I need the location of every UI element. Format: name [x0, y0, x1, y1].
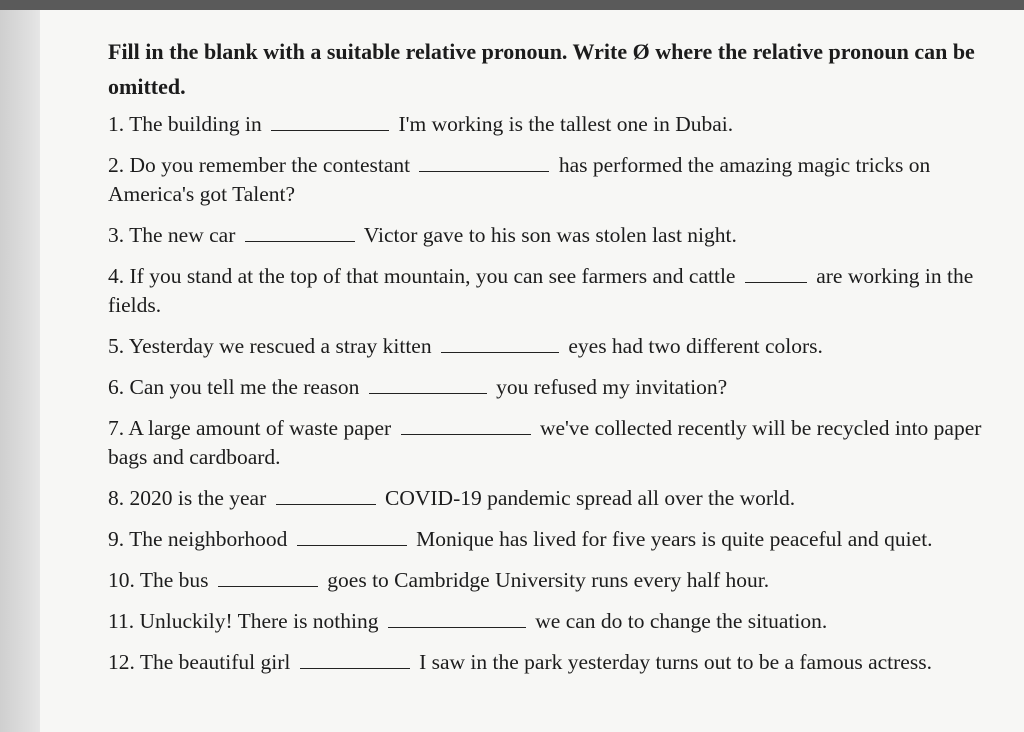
- question-number: 9.: [108, 527, 125, 551]
- question-text-before: Can you tell me the reason: [129, 375, 360, 399]
- answer-blank[interactable]: [745, 264, 807, 283]
- question-number: 11.: [108, 609, 135, 633]
- question-7: [108, 414, 993, 472]
- question-number: 5.: [108, 334, 125, 358]
- question-text-before: Do you remember the contestant: [129, 153, 411, 177]
- question-text-after: goes to Cambridge University runs every half hour.: [327, 568, 770, 592]
- question-4: [108, 262, 993, 320]
- question-number: 4.: [108, 264, 125, 288]
- question-text-before: The bus: [139, 568, 209, 592]
- question-number: 6.: [108, 375, 125, 399]
- worksheet-page: [40, 10, 1024, 732]
- instructions-heading: Fill in the blank with a suitable relative pronoun. Write Ø where the relative pronoun can be omitted.: [108, 39, 975, 99]
- question-text-before: Unluckily! There is nothing: [139, 609, 379, 633]
- question-text-before: A large amount of waste paper: [128, 416, 392, 440]
- answer-blank[interactable]: [441, 334, 559, 353]
- top-frame-bar: [0, 0, 1024, 10]
- answer-blank[interactable]: [297, 527, 407, 546]
- question-text-after: are working in the fields.: [108, 264, 974, 317]
- question-text-before: If you stand at the top of that mountain, you can see farmers and cattle: [129, 264, 736, 288]
- question-number: 7.: [108, 416, 125, 440]
- question-text-after: COVID-19 pandemic spread all over the world.: [384, 486, 796, 510]
- left-margin-strip: [0, 10, 40, 732]
- question-number: 8.: [108, 486, 125, 510]
- question-6: [108, 373, 993, 402]
- question-5: [108, 332, 993, 361]
- question-11: [108, 607, 993, 636]
- question-10: [108, 566, 993, 595]
- question-number: 10.: [108, 568, 135, 592]
- question-12: [108, 648, 993, 677]
- question-8: [108, 484, 993, 513]
- worksheet-content: [108, 34, 993, 689]
- answer-blank[interactable]: [271, 112, 389, 131]
- answer-blank[interactable]: [388, 609, 526, 628]
- question-text-before: The beautiful girl: [139, 650, 291, 674]
- question-3: [108, 221, 993, 250]
- question-text-after: we've collected recently will be recycled into paper bags and cardboard.: [108, 416, 982, 469]
- question-text-before: The new car: [129, 223, 236, 247]
- question-text-after: I'm working is the tallest one in Dubai.: [398, 112, 734, 136]
- question-1: [108, 110, 993, 139]
- question-number: 2.: [108, 153, 125, 177]
- question-text-after: I saw in the park yesterday turns out to be a famous actress.: [419, 650, 932, 674]
- question-number: 12.: [108, 650, 135, 674]
- question-text-before: The neighborhood: [129, 527, 288, 551]
- answer-blank[interactable]: [300, 650, 410, 669]
- question-number: 3.: [108, 223, 125, 247]
- question-9: [108, 525, 993, 554]
- question-text-before: 2020 is the year: [129, 486, 267, 510]
- question-text-before: Yesterday we rescued a stray kitten: [128, 334, 432, 358]
- answer-blank[interactable]: [276, 486, 376, 505]
- answer-blank[interactable]: [218, 568, 318, 587]
- question-text-after: we can do to change the situation.: [535, 609, 828, 633]
- answer-blank[interactable]: [401, 416, 531, 435]
- answer-blank[interactable]: [419, 153, 549, 172]
- answer-blank[interactable]: [245, 223, 355, 242]
- question-text-after: eyes had two different colors.: [568, 334, 823, 358]
- question-text-after: has performed the amazing magic tricks on America's got Talent?: [108, 153, 931, 206]
- question-text-before: The building in: [129, 112, 262, 136]
- question-text-after: Monique has lived for five years is quite peaceful and quiet.: [416, 527, 933, 551]
- answer-blank[interactable]: [369, 375, 487, 394]
- question-2: [108, 151, 993, 209]
- question-text-after: you refused my invitation?: [496, 375, 728, 399]
- question-text-after: Victor gave to his son was stolen last night.: [363, 223, 737, 247]
- question-number: 1.: [108, 112, 125, 136]
